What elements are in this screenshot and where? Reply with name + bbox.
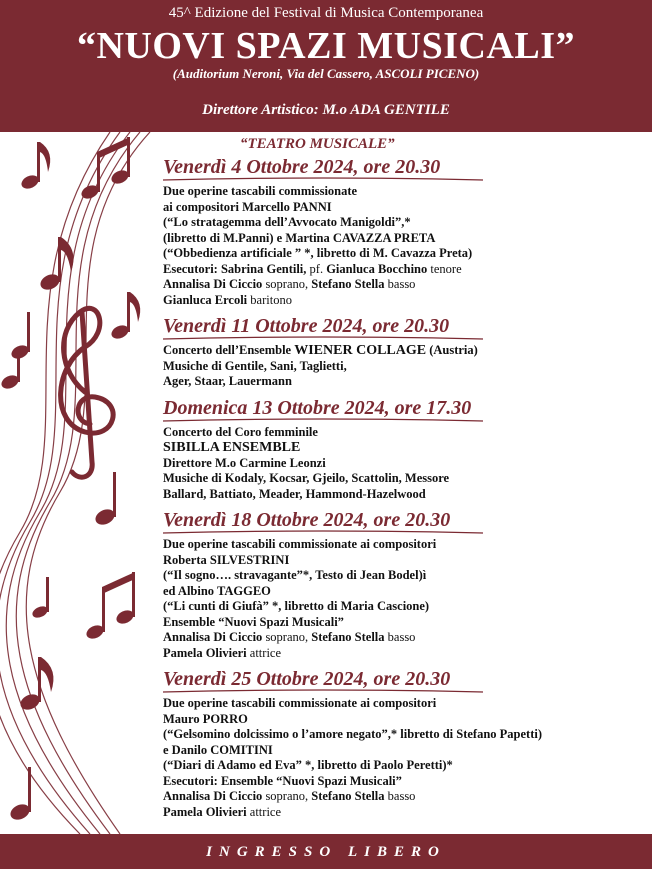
event-detail-text: Direttore M.o Carmine Leonzi	[163, 455, 326, 470]
event-detail-text: Musiche di Kodaly, Kocsar, Gjeilo, Scattolin, Messore	[163, 471, 450, 485]
event-detail-line	[163, 231, 643, 247]
event-block	[163, 314, 643, 390]
event-detail-line	[163, 200, 643, 216]
event-detail-text: Ager, Staar, Lauermann	[163, 374, 292, 388]
event-block	[163, 667, 643, 820]
music-notes-decoration-icon	[0, 132, 160, 834]
event-date: Venerdì 11 Ottobre 2024, ore 20.30	[163, 315, 450, 337]
event-detail-line	[163, 487, 643, 503]
event-detail-text: Pamela Olivieri	[163, 645, 247, 660]
event-detail-line	[163, 553, 643, 569]
event-detail-text: Stefano Stella	[311, 630, 385, 644]
event-detail-line	[163, 456, 643, 472]
event-date: Venerdì 25 Ottobre 2024, ore 20.30	[163, 668, 451, 690]
event-detail-text: SIBILLA ENSEMBLE	[163, 440, 301, 455]
event-detail-line	[163, 184, 643, 200]
event-detail-line	[163, 758, 643, 774]
event-detail-text: Annalisa Di Ciccio	[163, 630, 263, 644]
event-detail-text: Mauro PORRO	[163, 711, 248, 726]
event-block	[163, 396, 643, 503]
event-detail-text: Gianluca Bocchino	[326, 261, 428, 276]
event-detail-line	[163, 293, 643, 309]
event-detail-text: WIENER COLLAGE	[294, 343, 427, 358]
event-date: Domenica 13 Ottobre 2024, ore 17.30	[163, 396, 472, 419]
section-subtitle: “TEATRO MUSICALE”	[240, 136, 395, 152]
event-detail-text: soprano,	[262, 630, 312, 644]
event-detail-text: Pamela Olivieri	[163, 804, 247, 819]
event-detail-line	[163, 727, 643, 743]
event-detail-line	[163, 246, 643, 262]
event-detail-text: Esecutori: Ensemble “Nuovi Spazi Musicali”	[163, 773, 402, 788]
event-detail-line	[163, 568, 643, 584]
event-detail-text: Due operine tascabili commissionate	[163, 184, 358, 198]
event-detail-text: baritono	[247, 292, 292, 307]
event-detail-line	[163, 262, 643, 278]
event-detail-text: attrice	[246, 804, 282, 819]
event-detail-text: attrice	[246, 645, 282, 660]
event-detail-text: e Danilo COMITINI	[163, 742, 273, 757]
event-detail-line	[163, 774, 643, 790]
event-detail-text: Annalisa Di Ciccio	[163, 277, 263, 291]
event-detail-text: Due operine tascabili commissionate ai compositori	[163, 537, 437, 551]
event-detail-line	[163, 615, 643, 631]
event-detail-line	[163, 743, 643, 759]
event-detail-text: (“Gelsomino dolcissimo o l’amore negato”,* libretto di Stefano Papetti)	[163, 727, 543, 741]
events-list	[163, 155, 643, 826]
event-detail-text: Gianluca Ercoli	[163, 292, 248, 307]
event-detail-text: Musiche di Gentile, Sani, Taglietti,	[163, 358, 347, 373]
event-detail-line	[163, 277, 643, 293]
venue: (Auditorium Neroni, Via del Cassero, ASCOLI PICENO)	[172, 66, 480, 81]
event-detail-text: Stefano Stella	[311, 277, 385, 291]
event-detail-line	[163, 789, 643, 805]
event-detail-text: ed Albino TAGGEO	[163, 583, 271, 598]
event-detail-text: (“Il sogno…. stravagante”*, Testo di Jean Bodel)ì	[163, 568, 427, 582]
event-detail-text: soprano,	[262, 277, 312, 291]
event-detail-text: (“Lo stratagemma dell’Avvocato Manigoldi”,*	[163, 215, 411, 229]
event-detail-text: basso	[384, 789, 416, 803]
event-detail-text: (Austria)	[426, 343, 478, 357]
event-detail-line	[163, 630, 643, 646]
event-detail-line	[163, 599, 643, 615]
event-detail-line	[163, 537, 643, 553]
event-detail-text: Due operine tascabili commissionate ai compositori	[163, 696, 437, 710]
footer-banner	[0, 834, 652, 869]
event-date: Venerdì 18 Ottobre 2024, ore 20.30	[163, 509, 451, 531]
festival-title: “NUOVI SPAZI MUSICALI”	[76, 25, 576, 67]
event-detail-text: ai compositori Marcello PANNI	[163, 199, 332, 214]
event-detail-text: tenore	[427, 261, 462, 276]
event-detail-text: (“Li cunti di Giufà” *, libretto di Maria Cascione)	[163, 599, 430, 613]
event-detail-line	[163, 646, 643, 662]
event-detail-text: pf.	[306, 261, 327, 276]
free-entry: INGRESSO LIBERO	[206, 844, 446, 860]
event-detail-line	[163, 584, 643, 600]
event-detail-line	[163, 359, 643, 375]
event-detail-line	[163, 696, 643, 712]
event-detail-text: (“Diari di Adamo ed Eva” *, libretto di Paolo Peretti)*	[163, 758, 453, 772]
event-block	[163, 155, 643, 308]
event-detail-text: Stefano Stella	[311, 789, 385, 803]
event-detail-text: Roberta SILVESTRINI	[163, 552, 290, 567]
event-detail-text: Concerto del Coro femminile	[163, 424, 318, 439]
event-detail-text: Annalisa Di Ciccio	[163, 789, 263, 803]
event-detail-text: soprano,	[262, 789, 312, 803]
header-banner	[0, 0, 652, 132]
event-detail-line	[163, 215, 643, 231]
event-detail-text: basso	[384, 630, 416, 644]
event-detail-text: Ensemble “Nuovi Spazi Musicali”	[163, 614, 344, 629]
event-detail-line	[163, 712, 643, 728]
festival-edition: 45^ Edizione del Festival di Musica Contemporanea	[168, 5, 484, 21]
event-date: Venerdì 4 Ottobre 2024, ore 20.30	[163, 156, 441, 178]
event-detail-line	[163, 440, 643, 456]
artistic-director: Direttore Artistico: M.o ADA GENTILE	[202, 102, 450, 118]
event-detail-text: (“Obbedienza artificiale ” *, libretto di M. Cavazza Preta)	[163, 246, 473, 260]
event-detail-line	[163, 471, 643, 487]
event-detail-line	[163, 374, 643, 390]
event-detail-text: Ballard, Battiato, Meader, Hammond-Hazelwood	[163, 486, 426, 501]
event-detail-line	[163, 343, 643, 359]
event-detail-text: basso	[384, 277, 416, 291]
event-detail-line	[163, 805, 643, 821]
event-detail-text: (libretto di M.Panni) e Martina CAVAZZA PRETA	[163, 230, 436, 245]
event-block	[163, 508, 643, 661]
event-detail-text: Concerto dell’Ensemble	[163, 343, 295, 357]
event-detail-line	[163, 425, 643, 441]
event-detail-text: Esecutori: Sabrina Gentili,	[163, 261, 307, 276]
